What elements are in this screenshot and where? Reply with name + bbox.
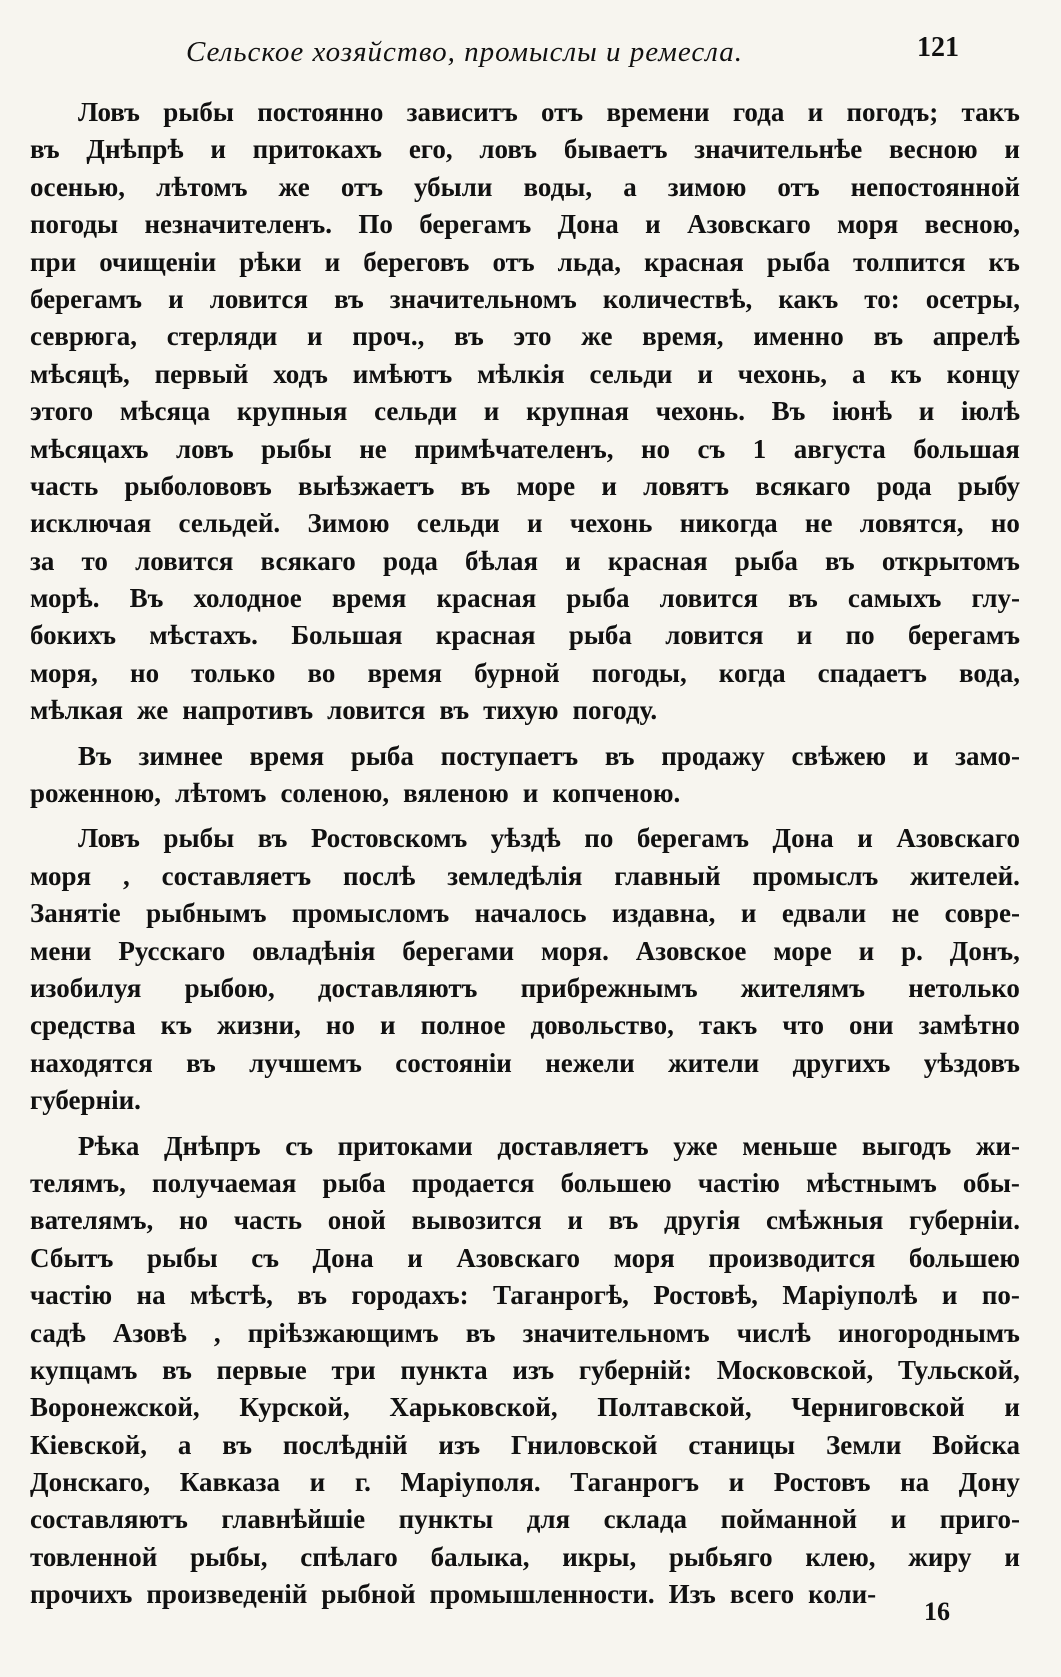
text-line: исключая сельдей. Зимою сельди и чехонь никогда не ловятся, но [30, 508, 1020, 539]
text-line: Воронежской, Курской, Харьковской, Полтавской, Черниговской и [30, 1392, 1020, 1423]
text-line: Донскаго, Кавказа и г. Марiуполя. Таганрогъ и Ростовъ на Дону [30, 1467, 1020, 1498]
text-line: прочихъ произведенiй рыбной промышленности. Изъ всего коли- [30, 1579, 877, 1610]
text-line: Занятiе рыбнымъ промысломъ началось издавна, и едвали не совре- [30, 898, 1020, 929]
text-line: изобилуя рыбою, доставляютъ прибрежнымъ жителямъ нетолько [30, 972, 1020, 1003]
text-line: Кiевской, а въ послѣднiй изъ Гниловской станицы Земли Войска [30, 1429, 1020, 1460]
text-line: бокихъ мѣстахъ. Большая красная рыба ловится и по берегамъ [30, 620, 1020, 651]
paragraph [30, 820, 1020, 1119]
text-line: Ловъ рыбы постоянно зависитъ отъ времени года и погодъ; такъ [78, 97, 1020, 127]
text-line: этого мѣсяца крупныя сельди и крупная чехонь. Въ iюнѣ и iюлѣ [30, 396, 1020, 427]
text-line: мени Русскаго овладѣнiя берегами моря. Азовское море и р. Донъ, [30, 935, 1020, 966]
text-line: средства къ жизни, но и полное довольство, такъ что они замѣтно [30, 1010, 1020, 1041]
page-header [0, 30, 1061, 70]
running-title: Сельское хозяйство, промыслы и ремесла. [186, 36, 744, 68]
text-line: роженною, лѣтомъ соленою, вяленою и копченою. [30, 778, 681, 809]
text-line: при очищенiи рѣки и береговъ отъ льда, красная рыба толпится къ [30, 246, 1020, 277]
paragraph [30, 1128, 1020, 1614]
text-line: часть рыболововъ выѣзжаетъ въ море и ловятъ всякаго рода рыбу [30, 470, 1020, 501]
text-line: мѣсяцахъ ловъ рыбы не примѣчателенъ, но съ 1 августа большая [30, 433, 1020, 464]
paragraph [30, 738, 1020, 813]
text-line: за то ловится всякаго рода бѣлая и красная рыба въ открытомъ [30, 545, 1020, 576]
text-line: Сбытъ рыбы съ Дона и Азовскаго моря производится большею [30, 1242, 1020, 1273]
page-number: 121 [917, 32, 959, 63]
text-line: Въ зимнее время рыба поступаетъ въ продажу свѣжею и замо- [78, 740, 1020, 771]
text-line: садѣ Азовѣ , прiѣзжающимъ въ значительномъ числѣ иногороднымъ [30, 1317, 1020, 1348]
text-line: моря , составляетъ послѣ земледѣлiя главный промыслъ жителей. [30, 860, 1020, 891]
text-line: находятся въ лучшемъ состоянiи нежели жители другихъ уѣздовъ [30, 1047, 1020, 1078]
text-line: въ Днѣпрѣ и притокахъ его, ловъ бываетъ значительнѣе весною и [30, 134, 1020, 165]
text-line: товленной рыбы, спѣлаго балыка, икры, рыбьяго клею, жиру и [30, 1541, 1020, 1572]
text-line: телямъ, получаемая рыба продается большею частiю мѣстнымъ обы- [30, 1167, 1020, 1198]
text-line: морѣ. Въ холодное время красная рыба ловится въ самыхъ глу- [30, 583, 1020, 614]
text-line: севрюга, стерляди и проч., въ это же время, именно въ апрелѣ [30, 321, 1020, 352]
text-line: мѣлкая же напротивъ ловится въ тихую погоду. [30, 695, 658, 726]
signature-mark: 16 [924, 1597, 950, 1626]
text-line: купцамъ въ первые три пункта изъ губернiй: Московской, Тульской, [30, 1354, 1020, 1385]
text-line: осенью, лѣтомъ же отъ убыли воды, а зимою отъ непостоянной [30, 171, 1020, 202]
text-line: Рѣка Днѣпръ съ притоками доставляетъ уже меньше выгодъ жи- [78, 1130, 1020, 1161]
text-line: мѣсяцѣ, первый ходъ имѣютъ мѣлкiя сельди и чехонь, а къ концу [30, 358, 1020, 389]
text-line: частiю на мѣстѣ, въ городахъ: Таганрогѣ, Ростовѣ, Марiуполѣ и по- [30, 1280, 1020, 1311]
body-text [30, 94, 1020, 1614]
text-line: губернiи. [30, 1085, 141, 1116]
text-line: моря, но только во время бурной погоды, когда спадаетъ вода, [30, 657, 1020, 688]
text-line: берегамъ и ловится въ значительномъ количествѣ, какъ то: осетры, [30, 283, 1020, 314]
paragraph [30, 94, 1020, 730]
text-line: погоды незначителенъ. По берегамъ Дона и Азовскаго моря весною, [30, 209, 1020, 240]
text-line: составляютъ главнѣйшiе пункты для склада пойманной и приго- [30, 1504, 1020, 1535]
text-line: Ловъ рыбы въ Ростовскомъ уѣздѣ по берегамъ Дона и Азовскаго [78, 823, 1020, 854]
text-line: вателямъ, но часть оной вывозится и въ другiя смѣжныя губернiи. [30, 1205, 1020, 1236]
